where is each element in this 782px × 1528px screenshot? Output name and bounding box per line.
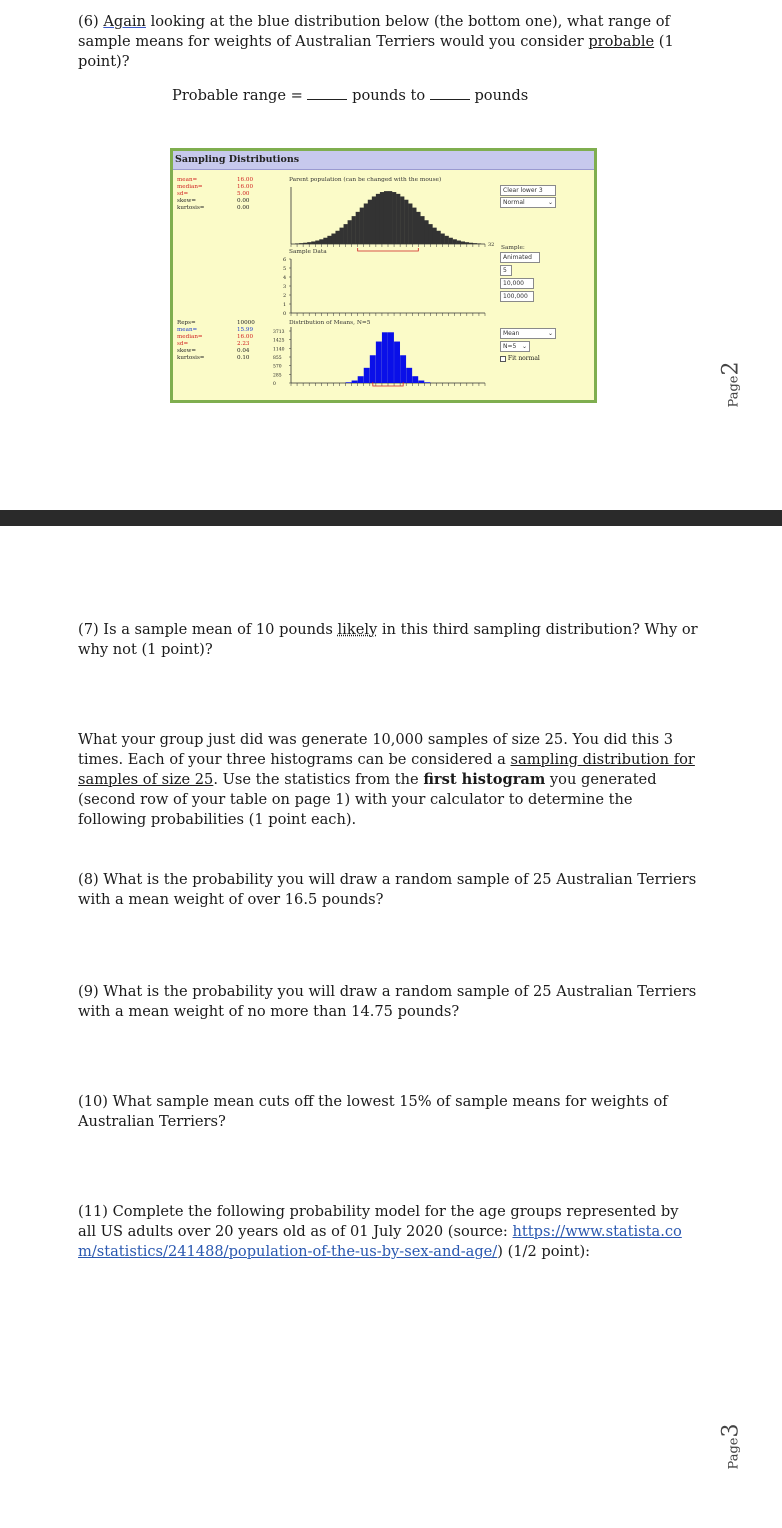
stat-label: sd=: [177, 341, 189, 347]
parent-bar: [412, 208, 416, 244]
stat-value: 2.23: [237, 341, 250, 347]
means-bar: [412, 376, 418, 383]
parent-bar: [364, 203, 368, 244]
means-bar: [358, 376, 364, 383]
parent-bar: [331, 234, 335, 244]
stat-value: 10000: [237, 320, 255, 326]
distribution-select-value: Normal: [503, 199, 525, 206]
question-9: (9) What is the probability you will draw a random sample of 25 Australian Terriers with a mean weight of no more than 14.75 pounds?: [78, 983, 697, 1020]
means-bar: [370, 355, 376, 383]
page-number: 2: [718, 361, 744, 376]
q6-text-1: looking at the blue distribution below (the bottom one), what range of sample means for weights of Australian Terriers would you consider: [78, 13, 670, 50]
sample-title: Sample Data: [289, 249, 327, 255]
sample-y-tick-label: 5: [283, 266, 287, 272]
chevron-down-icon: ⌄: [547, 199, 553, 206]
means-bar: [424, 382, 430, 383]
parent-bar: [348, 220, 352, 244]
stat-value: 15.99: [237, 327, 254, 333]
means-bar: [376, 342, 382, 383]
stat-label: mean=: [177, 177, 198, 183]
parent-bar: [303, 243, 307, 244]
q11-text-2: ) (1/2 point):: [497, 1243, 591, 1260]
parent-bar: [408, 203, 412, 244]
q6-prefix: (6): [78, 13, 104, 30]
sample-y-tick-label: 2: [283, 293, 287, 299]
means-y-tick-label: 285: [273, 373, 282, 379]
means-bar: [388, 332, 394, 383]
page-2-number: [719, 362, 744, 408]
intro-text-2: . Use the statistics from the: [213, 771, 424, 788]
parent-bar: [352, 216, 356, 244]
n-select[interactable]: [500, 341, 530, 352]
parent-bar: [461, 241, 465, 244]
parent-bar: [473, 243, 477, 244]
parent-bar: [392, 192, 396, 244]
stat-label: kurtosis=: [177, 205, 205, 211]
sample-5-button[interactable]: 5: [500, 265, 512, 276]
parent-bar: [432, 228, 436, 244]
sample-y-tick-label: 6: [283, 257, 287, 263]
means-bar: [394, 342, 400, 383]
means-bar: [346, 382, 352, 383]
parent-bar: [380, 192, 384, 244]
stat-label: skew=: [177, 348, 197, 354]
means-bar: [400, 355, 406, 383]
page-word: Page: [726, 1437, 742, 1470]
means-bar: [382, 332, 388, 383]
stat-value: 0.04: [237, 348, 250, 354]
fit-normal-checkbox[interactable]: [500, 356, 506, 362]
parent-bar: [441, 234, 445, 244]
parent-bar: [299, 243, 303, 244]
parent-bar: [384, 191, 388, 244]
parent-bar: [360, 208, 364, 244]
stat-value: 0.10: [237, 355, 250, 361]
stat-label: kurtosis=: [177, 355, 205, 361]
parent-bar: [327, 236, 331, 244]
parent-bar: [388, 191, 392, 244]
parent-bar: [445, 236, 449, 244]
q6-text-2: (1 point)?: [78, 33, 674, 70]
stat-value: 5.00: [237, 191, 250, 197]
sampling-distributions-applet: [170, 148, 597, 403]
means-y-tick-label: 0: [273, 382, 276, 387]
parent-title: Parent population (can be changed with the mouse): [289, 177, 442, 183]
page-word: Page: [726, 375, 742, 408]
parent-bar: [437, 231, 441, 244]
n-select-value: N=5: [503, 343, 517, 350]
means-y-tick-label: 570: [273, 364, 282, 370]
means-y-tick-label: 1425: [273, 338, 285, 344]
parent-bar: [416, 212, 420, 244]
clear-lower-button[interactable]: Clear lower 3: [500, 185, 556, 196]
intro-paragraph: [78, 730, 698, 830]
sample-y-tick-label: 0: [283, 311, 287, 317]
means-bar: [406, 368, 412, 383]
page-separator: [0, 510, 782, 526]
range-low-blank[interactable]: [307, 88, 347, 100]
intro-text-3: you generated (second row of your table on page 1) with your calculator to determine the following probabilities (1 point each).: [78, 771, 657, 828]
stat-label: sd=: [177, 191, 189, 197]
stat-value: 16.00: [237, 184, 254, 190]
parent-bar: [372, 196, 376, 244]
question-7: [78, 620, 698, 660]
source-link[interactable]: https://www.statista.com/statistics/241488/population-of-the-us-by-sex-and-age/: [78, 1223, 682, 1260]
distribution-select[interactable]: [500, 197, 556, 208]
stat-label: median=: [177, 184, 203, 190]
parent-bar: [344, 224, 348, 244]
stat-label: Reps=: [177, 320, 196, 326]
animated-button[interactable]: Animated: [500, 252, 540, 263]
parent-bar: [477, 243, 481, 244]
parent-bar: [400, 196, 404, 244]
probable-range-line: [172, 86, 672, 106]
chevron-down-icon: ⌄: [547, 330, 553, 337]
fit-normal-label: Fit normal: [507, 355, 540, 362]
sample-y-tick-label: 4: [283, 275, 287, 281]
applet-title: Sampling Distributions: [173, 151, 594, 170]
intro-text-1: What your group just did was generate 10,000 samples of size 25. You did this 3 times. Each of your three histograms can be considered a: [78, 731, 674, 768]
parent-bar: [315, 241, 319, 244]
parent-bar: [376, 194, 380, 244]
parent-bar: [307, 242, 311, 244]
range-label: Probable range =: [172, 87, 303, 104]
intro-underlined: sampling distribution for samples of size 25: [78, 751, 695, 788]
stat-value: 0.00: [237, 198, 250, 204]
sample-label: Sample:: [501, 245, 525, 251]
parent-bar: [368, 200, 372, 244]
means-title: Distribution of Means, N=5: [289, 320, 371, 326]
means-y-tick-label: 3713: [273, 330, 285, 335]
parent-bar: [311, 241, 315, 244]
page-3-number: [719, 1424, 744, 1470]
stat-label: mean=: [177, 327, 198, 333]
parent-bar: [356, 212, 360, 244]
parent-bar: [323, 238, 327, 244]
parent-bar: [449, 238, 453, 244]
question-6: [78, 12, 698, 72]
stat-label: median=: [177, 334, 203, 340]
parent-bar: [469, 243, 473, 244]
parent-bar: [420, 216, 424, 244]
sample-y-tick-label: 3: [283, 284, 287, 290]
parent-bar: [453, 239, 457, 244]
parent-bar: [428, 224, 432, 244]
range-mid-label: pounds to: [352, 87, 426, 104]
q7-likely: likely: [337, 621, 378, 638]
range-high-blank[interactable]: [430, 88, 470, 100]
page-3: [0, 526, 782, 1528]
fit-normal-option[interactable]: [500, 355, 540, 362]
parent-bar: [396, 194, 400, 244]
means-y-tick-label: 855: [273, 356, 282, 361]
parent-bar: [340, 228, 344, 244]
sample-y-tick-label: 1: [283, 302, 287, 308]
question-10: (10) What sample mean cuts off the lowest 15% of sample means for weights of Australian Terriers?: [78, 1093, 668, 1130]
parent-bar: [424, 220, 428, 244]
means-y-tick-label: 1140: [273, 347, 285, 353]
statistic-select[interactable]: [500, 328, 556, 339]
stat-label: skew=: [177, 198, 197, 204]
page-number: 3: [718, 1423, 744, 1438]
stat-value: 16.00: [237, 334, 254, 340]
stat-value: 0.00: [237, 205, 250, 211]
q6-again: Again: [103, 13, 146, 30]
parent-median-bracket: [358, 248, 419, 251]
question-8: (8) What is the probability you will draw a random sample of 25 Australian Terriers with a mean weight of over 16.5 pounds?: [78, 871, 697, 908]
parent-bar: [319, 239, 323, 244]
stat-value: 16.00: [237, 177, 254, 183]
parent-bar: [404, 200, 408, 244]
parent-bar: [457, 241, 461, 244]
parent-bar: [295, 243, 299, 244]
q11-text-1: (11) Complete the following probability model for the age groups represented by all US adults over 20 years old as of 01 July 2020 (source:: [78, 1203, 679, 1240]
means-bar: [364, 368, 370, 383]
parent-bar: [465, 242, 469, 244]
parent-axis-max-label: 32: [488, 242, 495, 248]
sample-10000-button[interactable]: 10,000: [500, 278, 534, 289]
range-end-label: pounds: [474, 87, 529, 104]
chevron-down-icon: ⌄: [521, 343, 527, 350]
intro-bold: first histogram: [423, 771, 546, 788]
q7-text-2: in this third sampling distribution? Why or why not (1 point)?: [78, 621, 698, 658]
statistic-select-value: Mean: [503, 330, 520, 337]
means-bar: [418, 381, 424, 383]
page-2: [0, 0, 782, 510]
sample-100000-button[interactable]: 100,000: [500, 291, 534, 302]
q7-text-1: (7) Is a sample mean of 10 pounds: [78, 621, 338, 638]
question-11: [78, 1202, 694, 1262]
parent-bar: [335, 231, 339, 244]
q6-probable: probable: [588, 33, 655, 50]
means-bar: [352, 381, 358, 383]
